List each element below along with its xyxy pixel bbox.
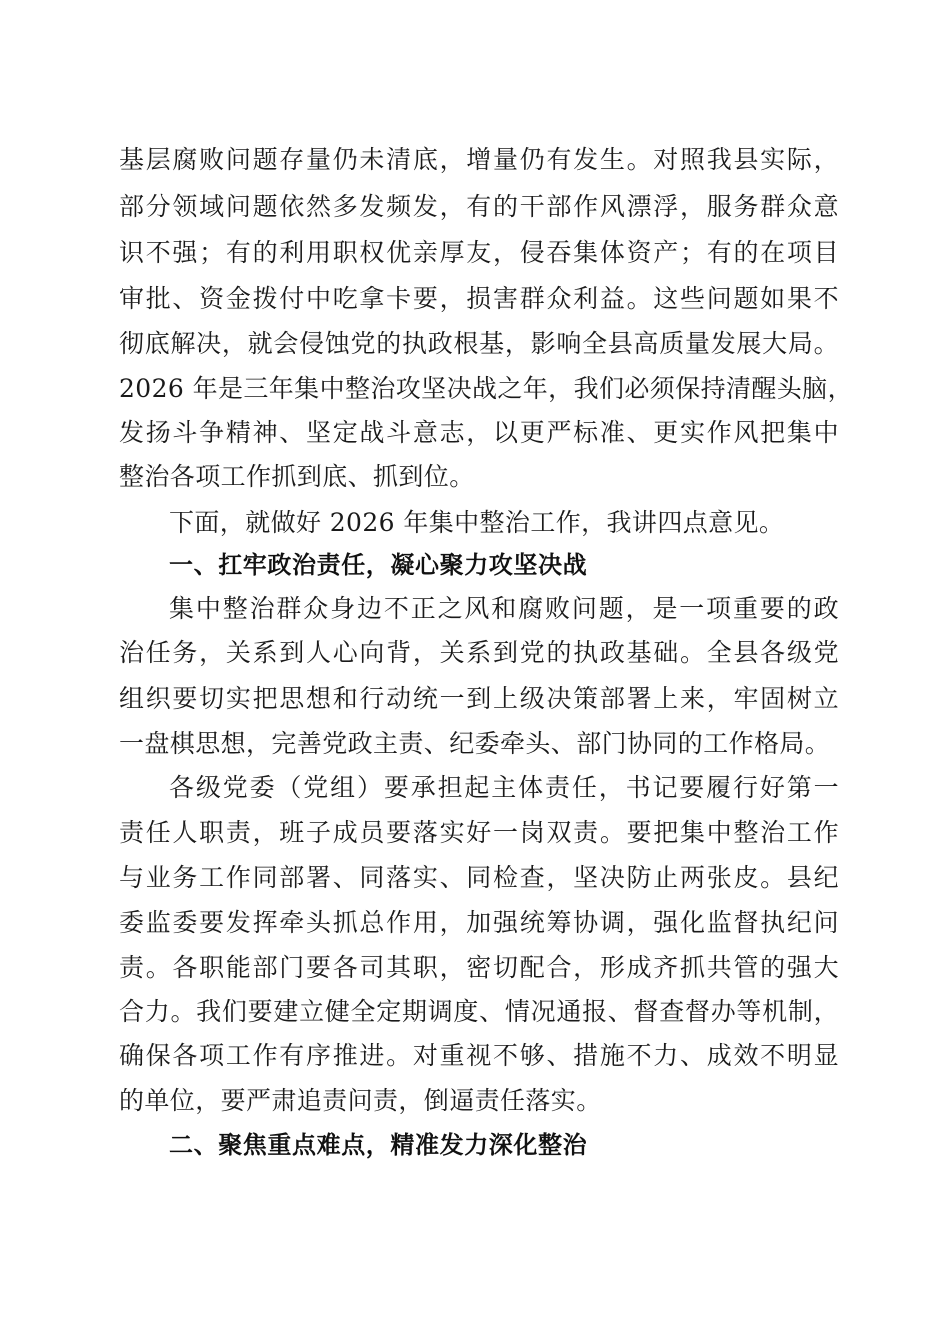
paragraph-line: 各级党委（党组）要承担起主体责任，书记要履行好第一 <box>169 773 839 802</box>
body-line: 治任务，关系到人心向背，关系到党的执政基础。全县各级党 <box>119 638 839 667</box>
body-line: 责。各职能部门要各司其职，密切配合，形成齐抓共管的强大 <box>119 953 839 982</box>
body-line: 部分领域问题依然多发频发，有的干部作风漂浮，服务群众意 <box>119 192 839 221</box>
body-line: 责任人职责，班子成员要落实好一岗双责。要把集中整治工作 <box>119 818 839 847</box>
paragraph-line: 下面，就做好 2026 年集中整治工作，我讲四点意见。 <box>169 508 785 537</box>
body-line: 识不强；有的利用职权优亲厚友，侵吞集体资产；有的在项目 <box>119 238 839 267</box>
body-line: 发扬斗争精神、坚定战斗意志，以更严标准、更实作风把集中 <box>119 418 839 447</box>
body-line: 与业务工作同部署、同落实、同检查，坚决防止两张皮。县纪 <box>119 863 839 892</box>
body-line: 基层腐败问题存量仍未清底，增量仍有发生。对照我县实际， <box>119 145 839 174</box>
body-line: 的单位，要严肃追责问责，倒逼责任落实。 <box>119 1086 602 1115</box>
body-line: 审批、资金拨付中吃拿卡要，损害群众利益。这些问题如果不 <box>119 284 839 313</box>
body-line: 彻底解决，就会侵蚀党的执政根基，影响全县高质量发展大局。 <box>119 329 839 358</box>
body-line: 整治各项工作抓到底、抓到位。 <box>119 462 475 491</box>
section-heading-1: 一、扛牢政治责任，凝心聚力攻坚决战 <box>169 551 588 579</box>
body-line: 2026 年是三年集中整治攻坚决战之年，我们必须保持清醒头脑， <box>119 374 853 403</box>
body-line: 确保各项工作有序推进。对重视不够、措施不力、成效不明显 <box>119 1041 839 1070</box>
body-line: 一盘棋思想，完善党政主责、纪委牵头、部门协同的工作格局。 <box>119 729 831 758</box>
body-line: 合力。我们要建立健全定期调度、情况通报、督查督办等机制， <box>119 997 839 1026</box>
body-line: 委监委要发挥牵头抓总作用，加强统筹协调，强化监督执纪问 <box>119 908 839 937</box>
section-heading-2: 二、聚焦重点难点，精准发力深化整治 <box>169 1131 588 1159</box>
body-line: 组织要切实把思想和行动统一到上级决策部署上来，牢固树立 <box>119 684 839 713</box>
paragraph-line: 集中整治群众身边不正之风和腐败问题，是一项重要的政 <box>169 594 839 623</box>
